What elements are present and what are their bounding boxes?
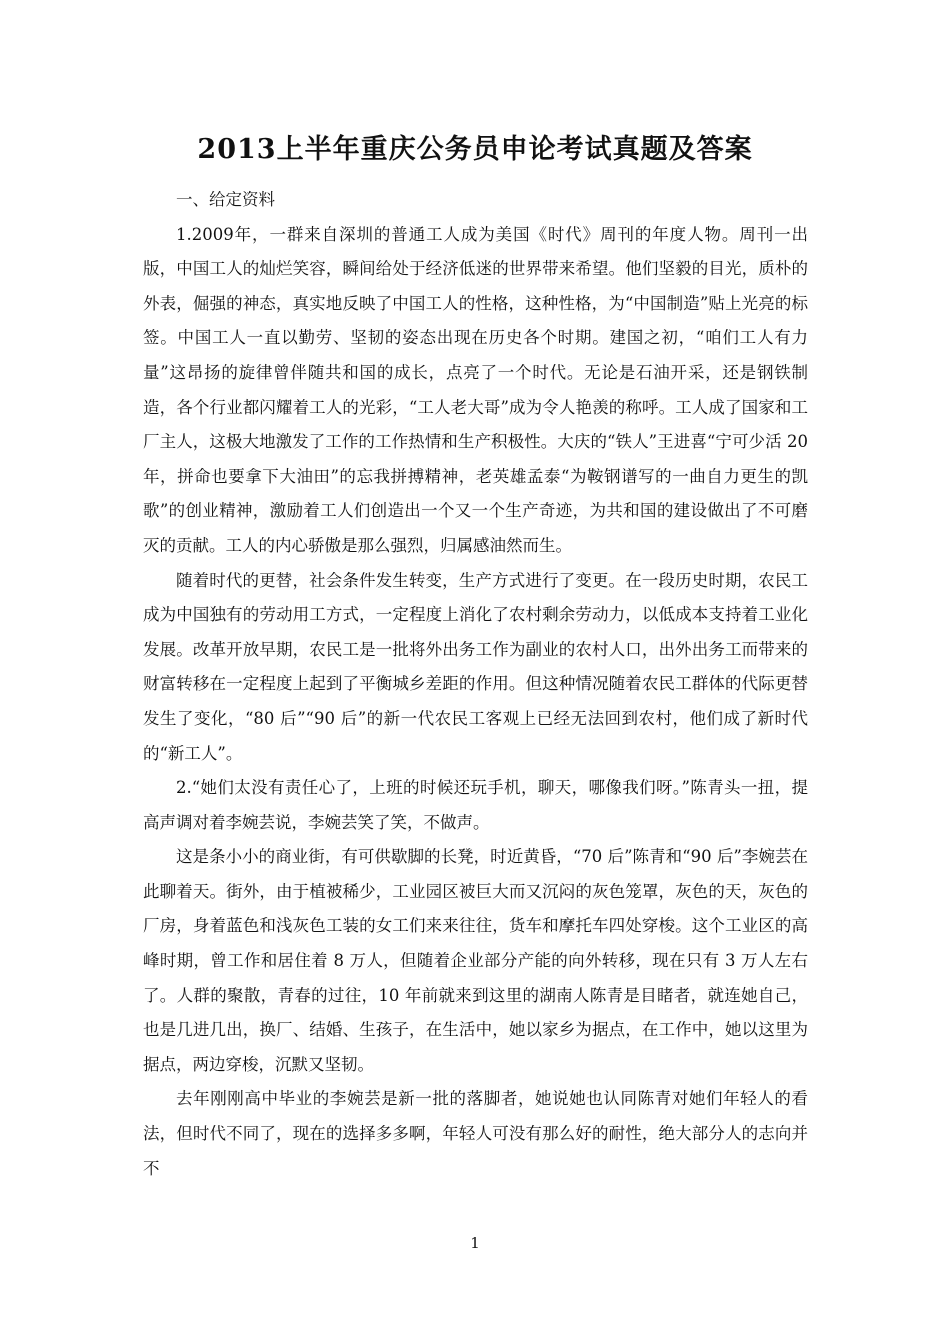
section-heading: 一、给定资料 (176, 190, 275, 209)
paragraph-1: 1.2009年，一群来自深圳的普通工人成为美国《时代》周刊的年度人物。周刊一出版，中国工人的灿烂笑容，瞬间给处于经济低迷的世界带来希望。他们坚毅的目光，质朴的外表，倔强的神态，真实地反映了中国工人的性格，这种性格，为“中国制造”贴上光亮的标签。中国工人一直以勤劳、坚韧的姿态出现在历史各个时期。建国之初，“咱们工人有力量”这昂扬的旋律曾伴随共和国的成长，点亮了一个时代。无论是石油开采，还是钢铁制造，各个行业都闪耀着工人的光彩，“工人老大哥”成为令人艳羡的称呼。工人成了国家和工厂主人，这极大地激发了工作的工作热情和生产积极性。大庆的“铁人”王进喜“宁可少活 20 年，拼命也要拿下大油田”的忘我拼搏精神，老英雄孟泰“为鞍钢谱写的一曲自力更生的凯歌”的创业精神，激励着工人们创造出一个又一个生产奇迹，为共和国的建设做出了不可磨灭的贡献。工人的内心骄傲是那么强烈，归属感油然而生。 (143, 224, 808, 555)
paragraph-3: 2.“她们太没有责任心了，上班的时候还玩手机，聊天，哪像我们呀。”陈青头一扭，提高声调对着李婉芸说，李婉芸笑了笑，不做声。 (143, 778, 808, 832)
paragraph-2: 随着时代的更替，社会条件发生转变，生产方式进行了变更。在一段历史时期，农民工成为中国独有的劳动用工方式，一定程度上消化了农村剩余劳动力，以低成本支持着工业化发展。改革开放早期，农民工是一批将外出务工作为副业的农村人口，出外出务工而带来的财富转移在一定程度上起到了平衡城乡差距的作用。但这种情况随着农民工群体的代际更替发生了变化，“80 后”“90 后”的新一代农民工客观上已经无法回到农村，他们成了新时代的“新工人”。 (143, 570, 808, 763)
document-body (143, 183, 808, 1186)
paragraph-5: 去年刚刚高中毕业的李婉芸是新一批的落脚者，她说她也认同陈青对她们年轻人的看法，但时代不同了，现在的选择多多啊，年轻人可没有那么好的耐性，绝大部分人的志向并不 (143, 1089, 808, 1178)
page-number: 1 (470, 1234, 480, 1252)
paragraph-4: 这是条小小的商业街，有可供歇脚的长凳，时近黄昏，“70 后”陈青和“90 后”李婉芸在此聊着天。街外，由于植被稀少，工业园区被巨大而又沉闷的灰色笼罩，灰色的天，灰色的厂房，身着蓝色和浅灰色工装的女工们来来往往，货车和摩托车四处穿梭。这个工业区的高峰时期，曾工作和居住着 8 万人，但随着企业部分产能的向外转移，现在只有 3 万人左右了。人群的聚散，青春的过往，10 年前就来到这里的湖南人陈青是目睹者，就连她自己，也是几进几出，换厂、结婚、生孩子，在生活中，她以家乡为据点，在工作中，她以这里为据点，两边穿梭，沉默又坚韧。 (143, 847, 808, 1074)
document-title: 2013上半年重庆公务员申论考试真题及答案 (197, 134, 753, 165)
